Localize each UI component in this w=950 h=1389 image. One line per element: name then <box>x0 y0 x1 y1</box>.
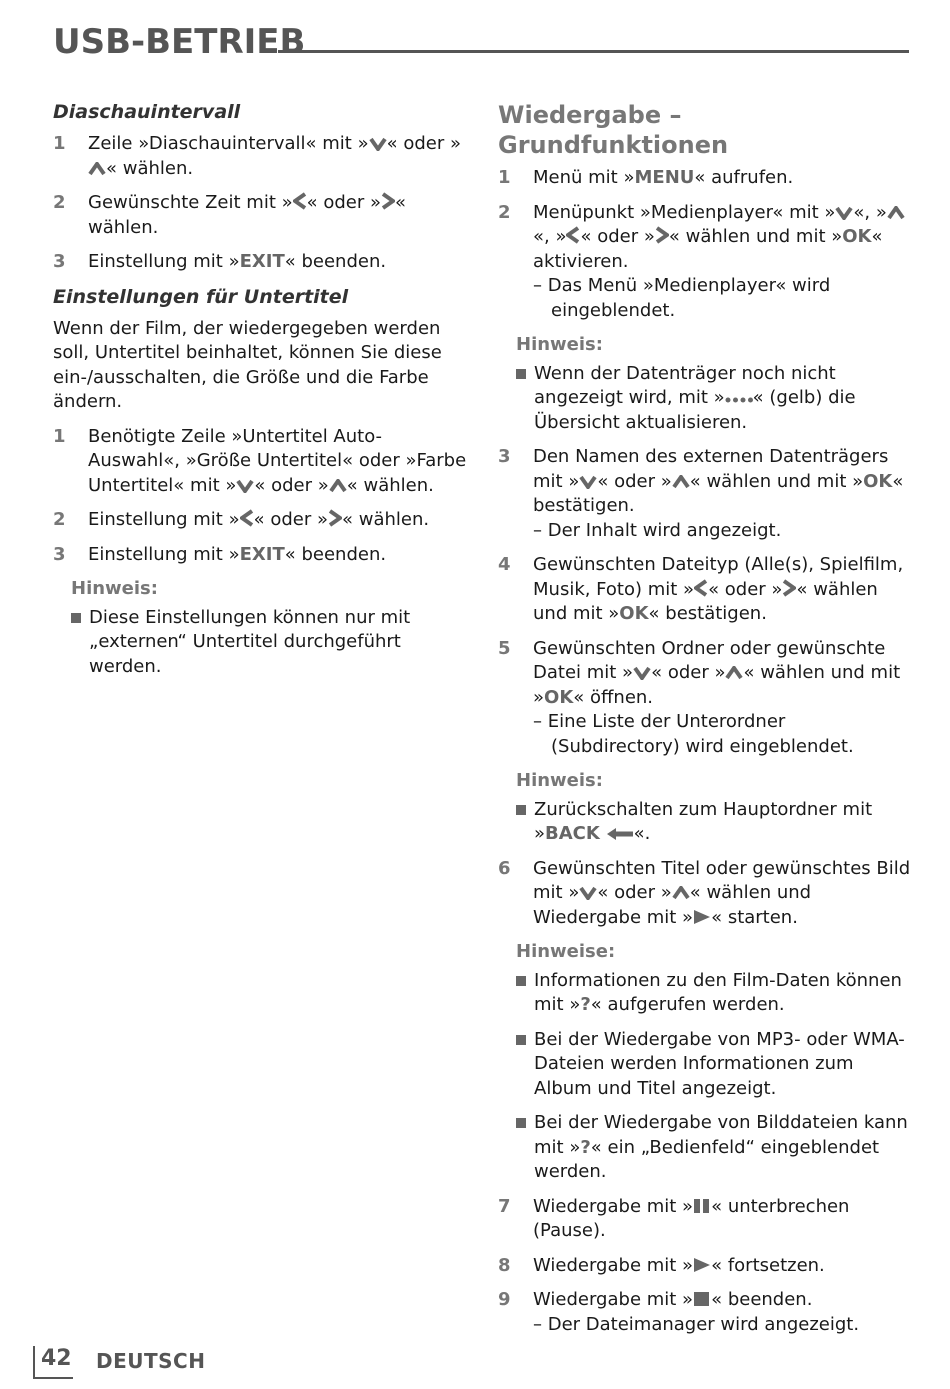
right-arrow-icon <box>381 192 395 210</box>
info-key-label: ? <box>580 1136 591 1158</box>
pause-icon <box>693 1198 711 1214</box>
note-item <box>516 1028 912 1102</box>
exit-key-label: EXIT <box>239 543 285 565</box>
note-heading: Hinweis: <box>71 578 158 599</box>
stop-icon <box>693 1291 711 1307</box>
step-text: Benötigte Zeile »Untertitel Auto-Auswahl«, »Größe Untertitel« oder »Farbe Untertitel« mit » « oder » « wählen. <box>88 425 467 496</box>
ok-key-label: OK <box>619 603 649 624</box>
step-text: Zeile »Diaschauintervall« mit » « oder »« wählen. <box>88 133 461 179</box>
step-number: 9 <box>498 1289 511 1310</box>
bullet-square-icon <box>516 976 526 986</box>
left-arrow-icon <box>240 509 254 527</box>
ok-key-label: OK <box>544 686 574 708</box>
left-arrow-icon <box>694 579 708 597</box>
info-key-label: ? <box>580 994 591 1015</box>
down-arrow-icon <box>835 206 853 220</box>
step-number: 7 <box>498 1195 511 1217</box>
step-number: 2 <box>53 509 66 530</box>
step <box>53 132 468 181</box>
note-text: Informationen zu den Film-Daten können mit »?« aufgerufen werden. <box>534 969 902 1015</box>
note-text: Bei der Wiedergabe von MP3- oder WMA-Dateien werden Informationen zum Album und Titel angezeigt. <box>534 1028 905 1099</box>
step-number: 2 <box>498 201 511 223</box>
step <box>498 201 912 324</box>
bullet-square-icon <box>516 805 526 815</box>
note-text: Zurückschalten zum Hauptordner mit »BACK «. <box>534 798 873 844</box>
step-number: 4 <box>498 554 511 575</box>
bullet-square-icon <box>71 613 81 623</box>
step-text: Gewünschten Dateityp (Alle(s), Spielfilm, Musik, Foto) mit » « oder » « wählen und mit »OK« bestätigen. <box>533 554 904 624</box>
menu-key-label: MENU <box>634 167 695 188</box>
left-arrow-icon <box>566 226 580 244</box>
down-arrow-icon <box>579 886 597 900</box>
step-number: 1 <box>53 425 66 447</box>
footer-bar <box>33 1346 35 1378</box>
step <box>498 637 912 760</box>
left-arrow-icon <box>293 192 307 210</box>
step <box>498 1254 912 1279</box>
ok-key-label: OK <box>863 470 893 492</box>
section-heading-subtitles: Einstellungen für Untertitel <box>53 285 349 308</box>
step-text: Menü mit »MENU« aufrufen. <box>533 167 794 188</box>
note-item <box>516 1111 912 1185</box>
step <box>498 1195 912 1244</box>
step-number: 3 <box>498 446 511 467</box>
step <box>53 508 468 533</box>
step-result: – Der Dateimanager wird angezeigt. <box>533 1313 860 1335</box>
note-text: Diese Einstellungen können nur mit „externen“ Untertitel durchgeführt werden. <box>89 606 411 677</box>
step-text: Gewünschte Zeit mit » « oder » « wählen. <box>88 192 407 238</box>
yellow-button-dots-icon <box>725 395 753 405</box>
step-number: 2 <box>53 192 66 213</box>
down-arrow-icon <box>236 479 254 493</box>
note-item <box>71 606 468 680</box>
notes-heading: Hinweise: <box>516 941 616 962</box>
step-result: – Eine Liste der Unterordner (Subdirectory) wird eingeblendet. <box>533 711 854 757</box>
bullet-square-icon <box>516 1118 526 1128</box>
right-column <box>498 100 912 1347</box>
step <box>498 553 912 627</box>
step-number: 1 <box>53 133 66 154</box>
note-text: Bei der Wiedergabe von Bilddateien kann mit »?« ein „Bedienfeld“ eingeblendet werden. <box>534 1112 908 1182</box>
step-result: – Das Menü »Medienplayer« wird eingeblendet. <box>533 275 831 321</box>
step <box>53 250 468 275</box>
step-text: Gewünschten Titel oder gewünschtes Bild mit » « oder » « wählen und Wiedergabe mit » « starten. <box>533 857 911 928</box>
note-heading: Hinweis: <box>516 334 603 355</box>
down-arrow-icon <box>369 137 387 151</box>
step <box>53 543 468 568</box>
note-text: Wenn der Datenträger noch nicht angezeigt wird, mit » « (gelb) die Übersicht aktualisieren. <box>534 362 856 433</box>
back-arrow-icon <box>606 827 634 841</box>
exit-key-label: EXIT <box>239 251 285 272</box>
step <box>498 166 912 191</box>
note-item <box>516 362 912 436</box>
note-heading: Hinweis: <box>516 770 603 791</box>
page-footer <box>33 1340 333 1376</box>
down-arrow-icon <box>633 666 651 680</box>
right-arrow-icon <box>328 509 342 527</box>
left-column <box>53 100 468 689</box>
page-title: USB-BETRIEB <box>53 22 306 62</box>
step-number: 5 <box>498 637 511 659</box>
section-title-playback: Wiedergabe – Grundfunktionen <box>498 101 729 159</box>
up-arrow-icon <box>672 475 690 489</box>
bullet-square-icon <box>516 369 526 379</box>
up-arrow-icon <box>725 666 743 680</box>
step-text: Den Namen des externen Datenträgers mit » « oder » « wählen und mit »OK« bestätigen. – Der Inhalt wird angezeigt. <box>533 445 912 543</box>
step-number: 3 <box>53 251 66 272</box>
step-number: 6 <box>498 857 511 879</box>
up-arrow-icon <box>88 162 106 176</box>
page-header <box>53 18 909 64</box>
step <box>498 857 912 931</box>
step-text: Gewünschten Ordner oder gewünschte Datei mit » « oder » « wählen und mit »OK« öffnen. – Eine Liste der Unterordner (Subdirectory) wird eingeblendet. <box>533 637 912 760</box>
right-arrow-icon <box>782 579 796 597</box>
step-number: 8 <box>498 1254 511 1276</box>
section-heading-slideshow-interval: Diaschauintervall <box>53 101 241 123</box>
step <box>498 1288 912 1337</box>
step-text: Menüpunkt »Medienplayer« mit » «, »«, » « oder » « wählen und mit »OK« aktivieren. – Das Menü »Medienplayer« wird eingeblendet. <box>533 201 912 324</box>
header-rule <box>278 50 909 53</box>
back-key-label: BACK <box>545 823 600 844</box>
note-item <box>516 969 912 1018</box>
step-number: 1 <box>498 167 511 188</box>
footer-underline <box>33 1377 73 1379</box>
step-text: Einstellung mit » « oder » « wählen. <box>88 509 430 530</box>
page-number: 42 <box>41 1346 72 1371</box>
play-icon <box>693 1257 711 1273</box>
step-result: – Der Inhalt wird angezeigt. <box>533 519 782 541</box>
subtitles-intro: Wenn der Film, der wiedergegeben werden soll, Untertitel beinhaltet, können Sie diese ein-/ausschalten, die Größe und die Farbe ändern. <box>53 317 442 412</box>
up-arrow-icon <box>672 886 690 900</box>
note-item <box>516 798 912 847</box>
step <box>53 425 468 499</box>
up-arrow-icon <box>887 206 905 220</box>
right-arrow-icon <box>655 226 669 244</box>
bullet-square-icon <box>516 1035 526 1045</box>
step <box>498 445 912 543</box>
step-text: Einstellung mit »EXIT« beenden. <box>88 251 387 272</box>
up-arrow-icon <box>329 479 347 493</box>
step-text: Wiedergabe mit » « unterbrechen (Pause). <box>533 1195 850 1241</box>
step <box>53 191 468 240</box>
step-text: Wiedergabe mit » « fortsetzen. <box>533 1254 825 1276</box>
step-text: Einstellung mit »EXIT« beenden. <box>88 543 387 565</box>
play-icon <box>693 909 711 925</box>
ok-key-label: OK <box>842 226 872 247</box>
down-arrow-icon <box>579 475 597 489</box>
footer-language: DEUTSCH <box>96 1349 206 1373</box>
step-text: Wiedergabe mit » « beenden. – Der Dateimanager wird angezeigt. <box>533 1288 912 1337</box>
step-number: 3 <box>53 543 66 565</box>
